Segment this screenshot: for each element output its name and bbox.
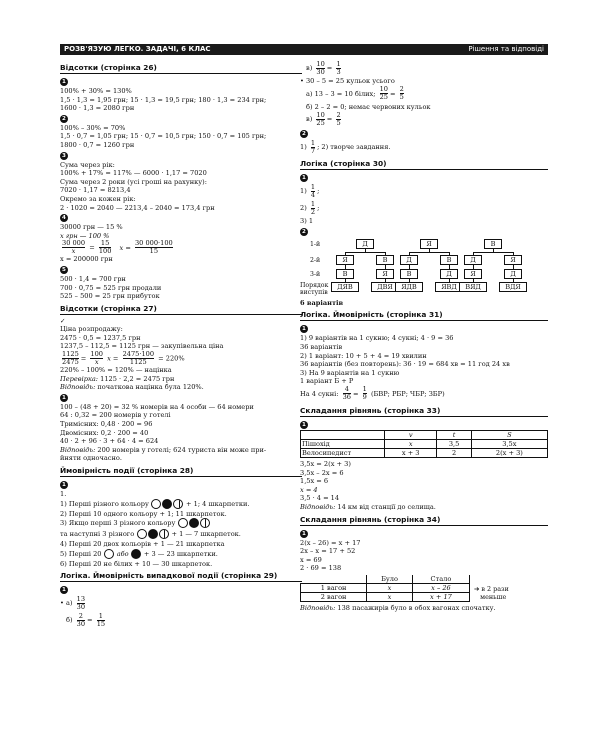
black-sock-icon [189, 518, 199, 528]
tree-node-first: Я [420, 239, 438, 249]
row-label: 2-й [310, 256, 321, 264]
text-line: 525 – 500 = 25 грн прибуток [60, 292, 160, 301]
text-line: 100 – (48 + 20) = 32 % номерів на 4 особи — 64 номери [60, 402, 254, 411]
text-line: Двомісних: 0,2 · 200 = 40 [60, 428, 149, 437]
text-line: 2 · 1020 = 2040 — 2213,4 – 2040 = 173,4 грн [60, 203, 215, 212]
task-number-icon: 1 [60, 78, 68, 86]
text-line: 7020 · 1,17 = 8213,4 [60, 186, 131, 195]
text-line: 64 : 0,32 = 200 номерів у готелі [60, 411, 171, 420]
section-title: Логіка. Ймовірність випадкової події (сторінка 29) [60, 571, 302, 582]
header-left: РОЗВ'ЯЗУЮ ЛЕГКО. ЗАДАЧІ, 6 КЛАС [60, 44, 302, 55]
task-number-icon: 1 [60, 586, 68, 594]
fraction-line: $\frac{1125}{2475}$ = $\frac{100}{x}$ x = $\frac{2475\cdot 100}{1125}$ = 220% [62, 351, 185, 367]
task-number-icon: 1 [300, 421, 308, 429]
table-row: Велосипедист x + 3 2 2(x + 3) [301, 448, 548, 457]
text-line: 1,5x = 6 [300, 477, 329, 486]
task-number-icon: 1 [300, 174, 308, 182]
task-number-icon: 1 [300, 530, 308, 538]
fraction-line: 1) $\frac{1}{7}$ ; 2) творче завдання. [300, 139, 391, 155]
fraction-line: $\frac{30 000}{x}$ = $\frac{15}{100}$ x = $\frac{30 000\cdot 100}{15}$ [62, 240, 173, 256]
section-title: Відсотки (сторінка 26) [60, 63, 302, 74]
text-line: 1800 · 0,7 = 1260 грн [60, 140, 135, 149]
text-line: 1,5 · 1,3 = 1,95 грн; 15 · 1,3 = 19,5 грн; 180 · 1,3 = 234 грн; [60, 95, 267, 104]
text-line: 6 варіантів [300, 298, 344, 307]
tree-node-first: Д [356, 239, 374, 249]
answer-line: Відповідь: 200 номерів у готелі; 624 туриста він може при- [60, 445, 267, 454]
row-label: Порядок виступів [300, 281, 329, 296]
task-number-icon: 4 [60, 214, 68, 222]
check-icon: ✓ [60, 316, 66, 325]
text-line: 100% – 30% = 70% [60, 123, 126, 132]
tree-node-third: Я [464, 269, 482, 279]
text-line: 2) Перші 10 одного кольору + 1; 11 шкарпеток. [60, 509, 227, 518]
text-line: 2 · 69 = 138 [300, 564, 342, 573]
text-line: 3) 1 [300, 217, 314, 226]
text-line: 2(x – 26) = x + 17 [300, 538, 361, 547]
text-line: 220% – 100% = 120% — націнка [60, 366, 172, 375]
text-line: 700 · 0,75 = 525 грн продали [60, 283, 162, 292]
fraction-line: в) $\frac{10}{30}$ = $\frac{1}{3}$ [306, 60, 341, 76]
wagon-table: Було Стало 1 вагон x x – 26 2 вагон x x + 17 [300, 575, 470, 603]
text-line: 1) Перші різного кольору + 1; 4 шкарпетки. [60, 499, 250, 508]
task-number-icon: 5 [60, 266, 68, 274]
section-title: Ймовірність події (сторінка 28) [60, 466, 302, 477]
table-row: 2 вагон x x + 17 [301, 593, 470, 602]
text-line: Тримісних: 0,48 · 200 = 96 [60, 420, 153, 429]
ratio-note: ➔ в 2 рази меньше [474, 584, 509, 601]
text-line: 3,5x = 2(x + 3) [300, 459, 351, 468]
text-line: 2475 · 0,5 = 1237,5 грн [60, 333, 141, 342]
text-line: 100% + 17% = 117% — 6000 · 1,17 = 7020 [60, 169, 207, 178]
order-sequence: ДЯВ [331, 282, 359, 292]
fraction-line: 1) $\frac{1}{4}$ ; [300, 183, 320, 199]
arrow-icon: ➔ [474, 584, 480, 593]
black-sock-icon [162, 499, 172, 509]
black-sock-icon [148, 529, 158, 539]
text-line: 100% + 30% = 130% [60, 87, 132, 95]
text-line: 30000 грн — 15 % [60, 223, 123, 232]
answer-line: Відповідь: 14 км від станції до селища. [300, 502, 436, 511]
right-column [300, 60, 548, 613]
fraction-line: в) $\frac{10}{25}$ = $\frac{2}{5}$ [306, 111, 341, 127]
text-line: 1 варіант Б + Р [300, 377, 354, 386]
fraction-line: 2) $\frac{1}{2}$ ; [300, 200, 320, 216]
task-number-icon: 2 [60, 115, 68, 123]
order-sequence: ВДЯ [499, 282, 527, 292]
text-line: 40 · 2 + 96 · 3 + 64 · 4 = 624 [60, 437, 159, 446]
striped-sock-icon [159, 529, 169, 539]
text-line: 1600 · 1,3 = 2080 грн [60, 104, 135, 113]
section-title: Відсотки (сторінка 27) [60, 304, 302, 315]
order-sequence: ВЯД [459, 282, 487, 292]
row-label: 1-й [310, 240, 321, 248]
text-line: 6) Перші 20 не білих + 10 — 30 шкарпеток. [60, 559, 213, 568]
row-label: 3-й [310, 270, 321, 278]
task-number-icon: 2 [300, 130, 308, 138]
text-line: 5) Перші 20 або + 3 — 23 шкарпетки. [60, 549, 218, 558]
left-column [60, 60, 302, 629]
answer-line: Відповідь: початкова націнка була 120%. [60, 383, 204, 392]
text-line: x = 69 [300, 555, 322, 564]
task-number-icon: 3 [60, 152, 68, 160]
tree-node-third: Я [376, 269, 394, 279]
striped-sock-icon [173, 499, 183, 509]
wagon-table-wrap [300, 575, 509, 603]
tree-node-third: В [400, 269, 418, 279]
white-sock-icon [137, 529, 147, 539]
section-title: Складання рівнянь (сторінка 34) [300, 515, 548, 526]
text-line: Перевірка: 1125 · 2,2 = 2475 грн [60, 374, 175, 383]
fraction-line: На 4 сукні: $\frac{4}{36}$ = $\frac{1}{9}$ (БВР; РБР; ЧБР; ЗБР) [300, 385, 445, 402]
text-line: Сума через рік: [60, 160, 115, 169]
text-line: 3) На 9 варіантів на 1 сукню [300, 368, 400, 377]
text-line: 4) Перші 20 двох кольорів + 1 — 21 шкарпетка [60, 540, 225, 549]
text-line: 3,5x – 2x = 6 [300, 468, 344, 477]
fraction-line: а) 13 – 3 = 10 білих; $\frac{10}{25}$ = $\frac{2}{5}$ [306, 85, 404, 102]
task-number-icon: 1 [60, 394, 68, 402]
section-title: Складання рівнянь (сторінка 33) [300, 406, 548, 417]
text-line: 2x – x = 17 + 52 [300, 547, 356, 556]
fraction-line: • а) $\frac{13}{30}$ [60, 595, 86, 611]
text-line: x грн — 100 % [60, 231, 110, 240]
section-title: Логіка. Ймовірність (сторінка 31) [300, 310, 548, 321]
black-sock-icon [131, 549, 141, 559]
fraction-line: б) $\frac{2}{30}$ = $\frac{1}{15}$ [66, 612, 106, 628]
order-sequence: ЯДВ [395, 282, 423, 292]
tree-node-third: В [336, 269, 354, 279]
text-line: 500 · 1,4 = 700 грн [60, 274, 126, 283]
tree-node-third: Д [440, 269, 458, 279]
task-number-icon: 2 [300, 228, 308, 236]
white-sock-icon [178, 518, 188, 528]
tree-node-second: В [440, 255, 458, 265]
tree-node-first: В [484, 239, 502, 249]
text-line: Сума через 2 роки (усі гроші на рахунку): [60, 177, 207, 186]
text-line: 3) Якщо перші 3 різного кольору [60, 518, 302, 529]
section-title: Логіка (сторінка 30) [300, 159, 548, 170]
white-sock-icon [151, 499, 161, 509]
tree-node-third: Д [504, 269, 522, 279]
motion-table: v t S Пішохід x 3,5 3,5x Велосипедист x + 3 2 2(x + 3) [300, 430, 548, 458]
text-line: x = 200000 грн [60, 255, 113, 264]
striped-sock-icon [200, 518, 210, 528]
text-line: б) 2 – 2 = 0; немає червоних кульок [306, 102, 431, 111]
text-line: 2) 1 варіант: 10 + 5 + 4 = 19 хвилин [300, 351, 427, 360]
white-sock-icon [104, 549, 114, 559]
header-right: Рішення та відповіді [300, 44, 548, 55]
performance-order-tree [300, 239, 548, 297]
text-line: 3,5 · 4 = 14 [300, 494, 340, 503]
text-line: Окремо за кожен рік: [60, 194, 136, 203]
text-line: x = 4 [300, 485, 318, 494]
order-sequence: ДВЯ [371, 282, 399, 292]
text-line: йняти одночасно. [60, 454, 122, 463]
text-line: 1237,5 – 112,5 = 1125 грн — закупівельна ціна [60, 342, 224, 351]
text-line: 1,5 · 0,7 = 1,05 грн; 15 · 0,7 = 10,5 грн; 150 · 0,7 = 105 грн; [60, 132, 267, 141]
tree-node-second: В [376, 255, 394, 265]
text-line: • 30 – 5 = 25 кульок усього [300, 77, 395, 85]
text-line: Ціна розпродажу: [60, 325, 123, 334]
table-row: Пішохід x 3,5 3,5x [301, 439, 548, 448]
text-line: 1. [60, 490, 67, 498]
table-row: 1 вагон x x – 26 [301, 584, 470, 593]
task-number-icon: 1 [300, 325, 308, 333]
tree-node-second: Я [336, 255, 354, 265]
text-line: та наступні 3 різного + 1 — 7 шкарпеток. [60, 530, 241, 539]
tree-node-second: Д [464, 255, 482, 265]
text-line: 36 варіантів (без повторень): 36 · 19 = 684 хв = 11 год 24 хв [300, 360, 510, 369]
tree-node-second: Я [504, 255, 522, 265]
order-sequence: ЯВД [435, 282, 463, 292]
answer-line: Відповідь: 138 пасажирів було в обох вагонах спочатку. [300, 604, 496, 613]
text-line: 1) 9 варіантів на 1 сукню; 4 сукні; 4 · 9 = 36 [300, 334, 454, 343]
tree-node-second: Д [400, 255, 418, 265]
task-number-icon: 1 [60, 481, 68, 489]
text-line: 36 варіантів [300, 342, 343, 351]
